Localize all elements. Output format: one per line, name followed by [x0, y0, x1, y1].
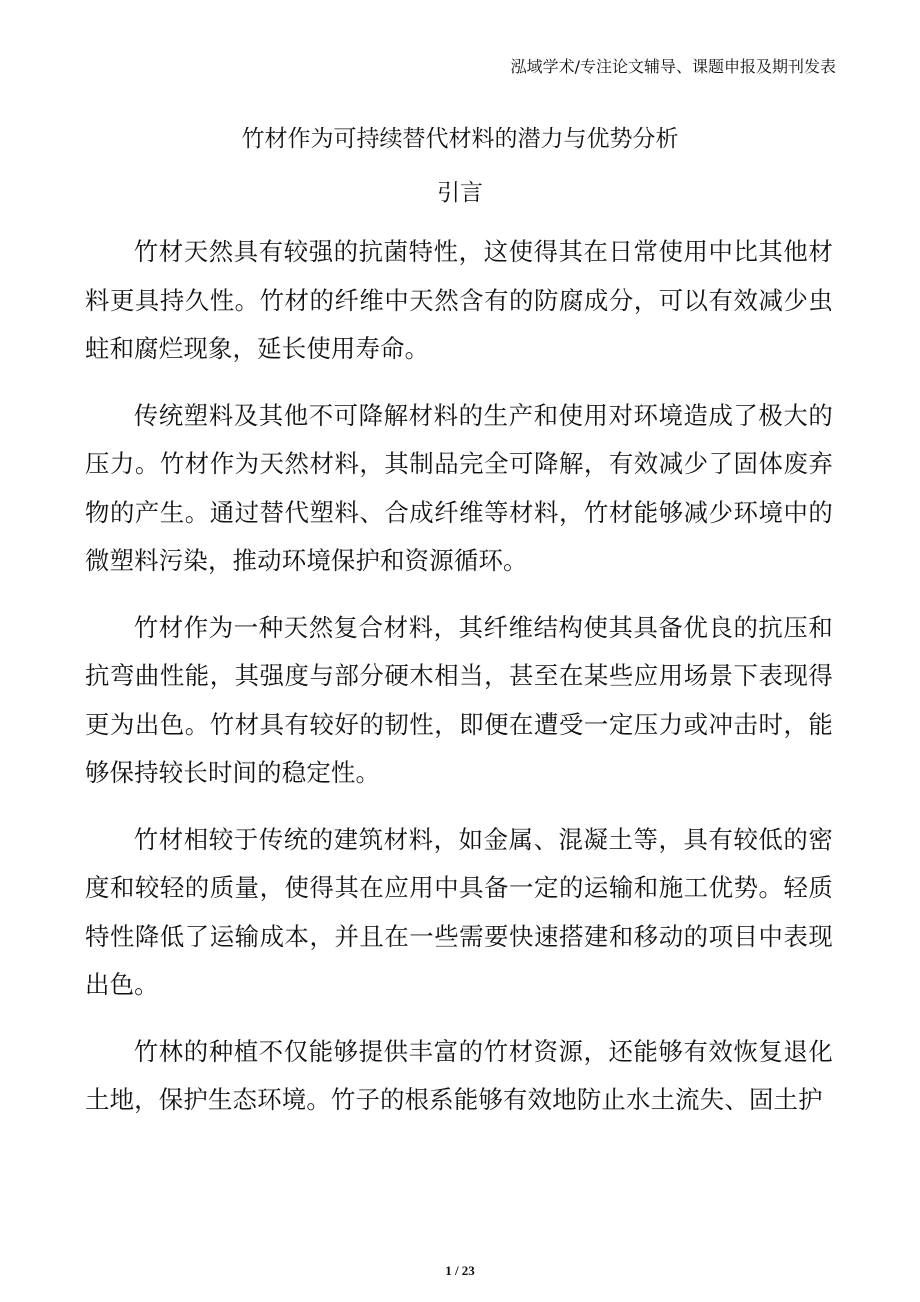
paragraph: 竹林的种植不仅能够提供丰富的竹材资源，还能够有效恢复退化土地，保护生态环境。竹子的根系能够有效地防止水土流失、固土护	[85, 1036, 833, 1114]
document-body	[85, 228, 833, 1143]
paragraph: 竹材相较于传统的建筑材料，如金属、混凝土等，具有较低的密度和较轻的质量，使得其在应用中具备一定的运输和施工优势。轻质特性降低了运输成本，并且在一些需要快速搭建和移动的项目中表现出色。	[85, 824, 833, 999]
page-number: 1 / 23	[445, 1263, 475, 1278]
paragraph: 竹材作为一种天然复合材料，其纤维结构使其具备优良的抗压和抗弯曲性能，其强度与部分硬木相当，甚至在某些应用场景下表现得更为出色。竹材具有较好的韧性，即便在遭受一定压力或冲击时，能够保持较长时间的稳定性。	[85, 612, 833, 787]
paragraph: 竹材天然具有较强的抗菌特性，这使得其在日常使用中比其他材料更具持久性。竹材的纤维中天然含有的防腐成分，可以有效减少虫蛀和腐烂现象，延长使用寿命。	[85, 237, 833, 363]
section-heading-introduction: 引言	[437, 180, 483, 206]
paragraph: 传统塑料及其他不可降解材料的生产和使用对环境造成了极大的压力。竹材作为天然材料，其制品完全可降解，有效减少了固体废弃物的产生。通过替代塑料、合成纤维等材料，竹材能够减少环境中的微塑料污染，推动环境保护和资源循环。	[85, 400, 833, 575]
page-header: 泓域学术/专注论文辅导、课题申报及期刊发表	[510, 57, 836, 76]
document-title: 竹材作为可持续替代材料的潜力与优势分析	[241, 126, 679, 152]
